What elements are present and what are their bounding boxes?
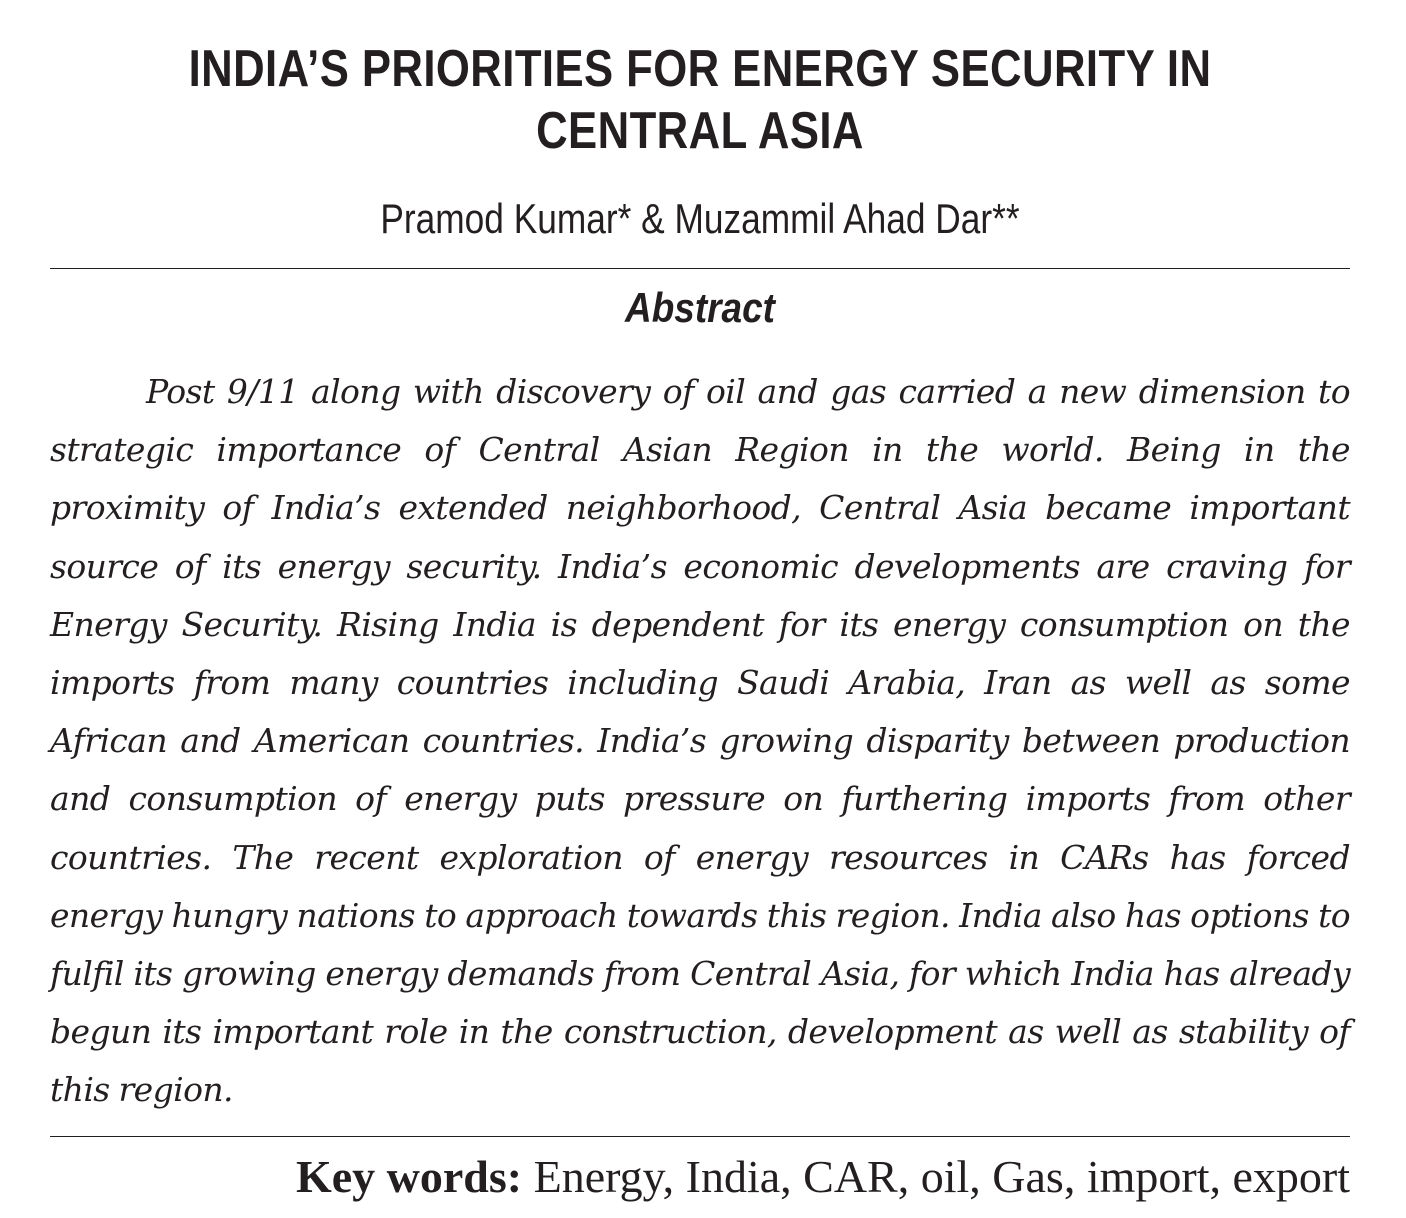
keywords-label: Key words: [295, 1151, 523, 1202]
top-divider [50, 268, 1350, 269]
abstract-body: Post 9/11 along with discovery of oil and gas carried a new dimension to strategic importance of Central Asian Region in the world. Being in the proximity of India’s extended neighborhood, Central Asia became important source of its energy security. India’s economic developments are craving for Energy Security. Rising India is dependent for its energy consumption on the imports from many countries including Saudi Arabia, Iran as well as some African and American countries. India’s growing disparity between production and consumption of energy puts pressure on furthering imports from other countries. The recent exploration of energy resources in CARs has forced energy hungry nations to approach towards this region. India also has options to fulfil its growing energy demands from Central Asia, for which India has already begun its important role in the construction, development as well as stability of this region. [50, 372, 1350, 1110]
title-line-1: INDIA’S PRIORITIES FOR ENERGY SECURITY IN [188, 40, 1212, 98]
paper-title [154, 38, 1246, 162]
bottom-divider [50, 1136, 1350, 1137]
paper-page [50, 0, 1350, 1218]
keywords [50, 1146, 1350, 1208]
title-line-2: CENTRAL ASIA [536, 102, 864, 160]
keywords-list: Energy, India, CAR, oil, Gas, import, export [533, 1151, 1350, 1202]
authors: Pramod Kumar* & Muzammil Ahad Dar** [380, 195, 1020, 242]
abstract-heading: Abstract [625, 284, 775, 331]
